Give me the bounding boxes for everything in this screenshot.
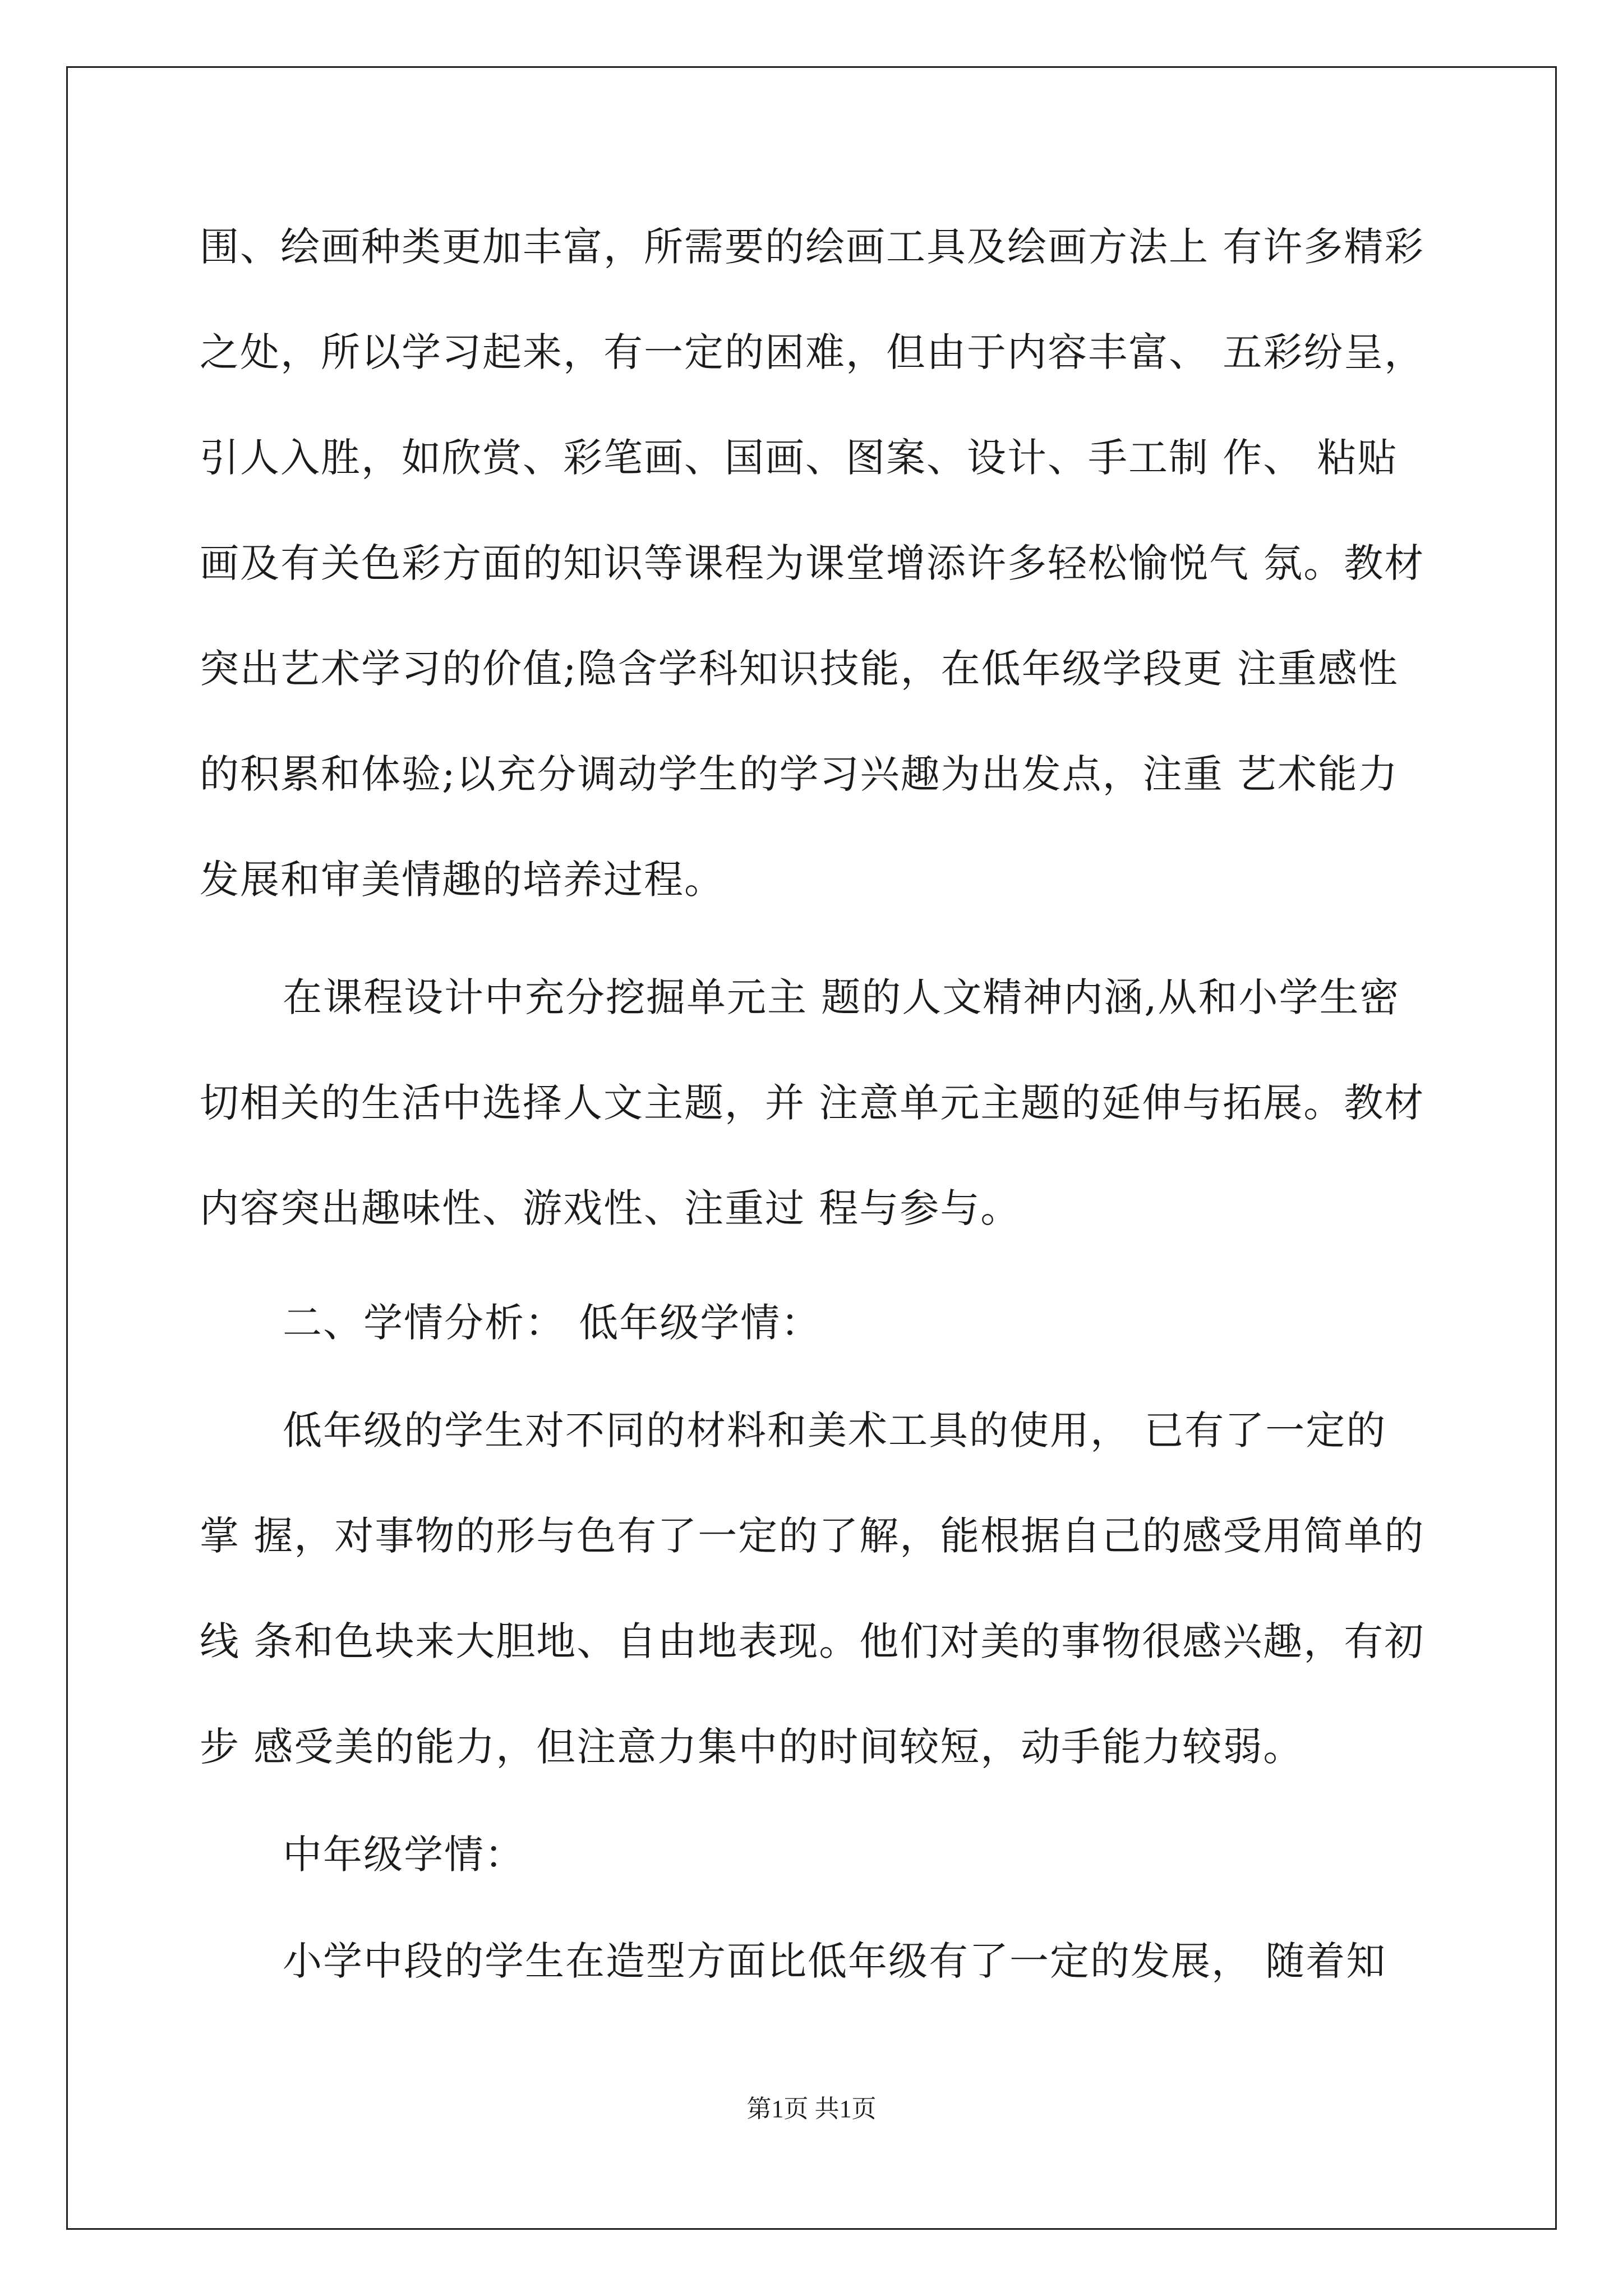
text-line: 小学中段的学生在造型方面比低年级有了一定的发展， 随着知 — [283, 1938, 1387, 1984]
text-line: 切相关的生活中选择人文主题，并 注意单元主题的延伸与拓展。教材 — [200, 1080, 1425, 1126]
text-line: 线 条和色块来大胆地、自由地表现。他们对美的事物很感兴趣，有初 — [200, 1618, 1425, 1664]
text-line: 画及有关色彩方面的知识等课程为课堂增添许多轻松愉悦气 氛。教材 — [200, 540, 1425, 586]
subsection-heading: 中年级学情： — [283, 1832, 525, 1878]
text-line: 掌 握，对事物的形与色有了一定的了解，能根据自己的感受用简单的 — [200, 1513, 1425, 1559]
text-line: 突出艺术学习的价值;隐含学科知识技能，在低年级学段更 注重感性 — [200, 646, 1399, 692]
text-line: 之处，所以学习起来，有一定的困难，但由于内容丰富、 五彩纷呈， — [200, 329, 1425, 375]
page-number: 第1页 共1页 — [746, 2095, 877, 2123]
text-line: 引人入胜，如欣赏、彩笔画、国画、图案、设计、手工制 作、 粘贴 — [200, 435, 1398, 481]
text-line: 内容突出趣味性、游戏性、注重过 程与参与。 — [200, 1185, 1021, 1231]
text-line: 围、绘画种类更加丰富，所需要的绘画工具及绘画方法上 有许多精彩 — [200, 224, 1425, 270]
text-line: 低年级的学生对不同的材料和美术工具的使用， 已有了一定的 — [283, 1407, 1387, 1453]
text-line: 在课程设计中充分挖掘单元主 题的人文精神内涵,从和小学生密 — [283, 974, 1400, 1020]
text-line: 步 感受美的能力，但注意力集中的时间较短，动手能力较弱。 — [200, 1724, 1304, 1770]
page-border — [66, 66, 1557, 2230]
text-line: 的积累和体验;以充分调动学生的学习兴趣为出发点，注重 艺术能力 — [200, 751, 1399, 797]
section-heading: 二、学情分析： 低年级学情： — [283, 1300, 822, 1346]
text-line: 发展和审美情趣的培养过程。 — [200, 857, 725, 903]
